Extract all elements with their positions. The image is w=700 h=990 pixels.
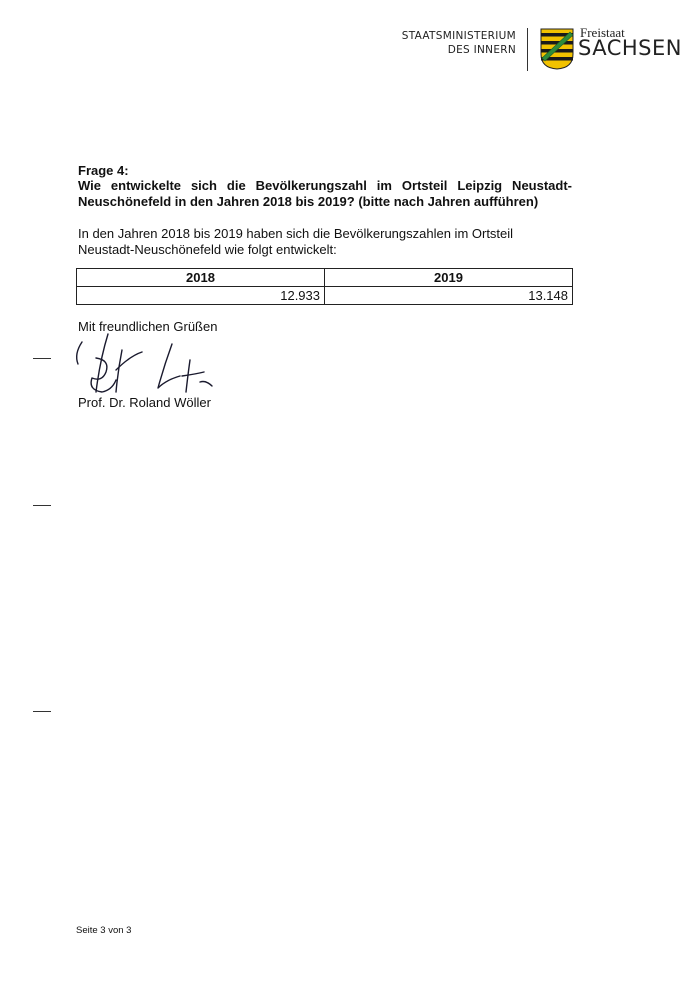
saxony-coat-of-arms-icon: [540, 28, 574, 70]
table-value-2018: 12.933: [77, 287, 325, 305]
fold-mark-middle: [33, 505, 51, 506]
table-value-2019: 13.148: [325, 287, 573, 305]
fold-mark-top: [33, 358, 51, 359]
question-text: Wie entwickelte sich die Bevölkerungszahl im Ortsteil Leipzig Neustadt-Neuschönefeld in den Jahren 2018 bis 2019? (bitte nach Jahren aufführen): [78, 178, 572, 209]
state-label-small: Freistaat: [580, 25, 625, 40]
header-divider: [527, 28, 528, 71]
closing-greeting: Mit freundlichen Grüßen: [78, 319, 218, 334]
table-row: [77, 287, 573, 305]
ministry-line-1: STAATSMINISTERIUM: [401, 30, 516, 42]
page-number: Seite 3 von 3: [76, 925, 132, 936]
signer-name: Prof. Dr. Roland Wöller: [78, 395, 211, 410]
handwritten-signature: [70, 330, 230, 400]
ministry-line-2: DES INNERN: [447, 44, 516, 56]
table-header-2018: 2018: [77, 269, 325, 287]
question-label: Frage 4:: [78, 163, 129, 178]
table-header-2019: 2019: [325, 269, 573, 287]
population-table: [76, 268, 573, 305]
table-header-row: [77, 269, 573, 287]
state-label-big: SACHSEN: [578, 36, 682, 60]
answer-text: In den Jahren 2018 bis 2019 haben sich die Bevölkerungszahlen im Ortsteil Neustadt-Neuschönefeld wie folgt entwickelt:: [78, 226, 514, 257]
fold-mark-bottom: [33, 711, 51, 712]
ministry-name: [380, 29, 516, 57]
